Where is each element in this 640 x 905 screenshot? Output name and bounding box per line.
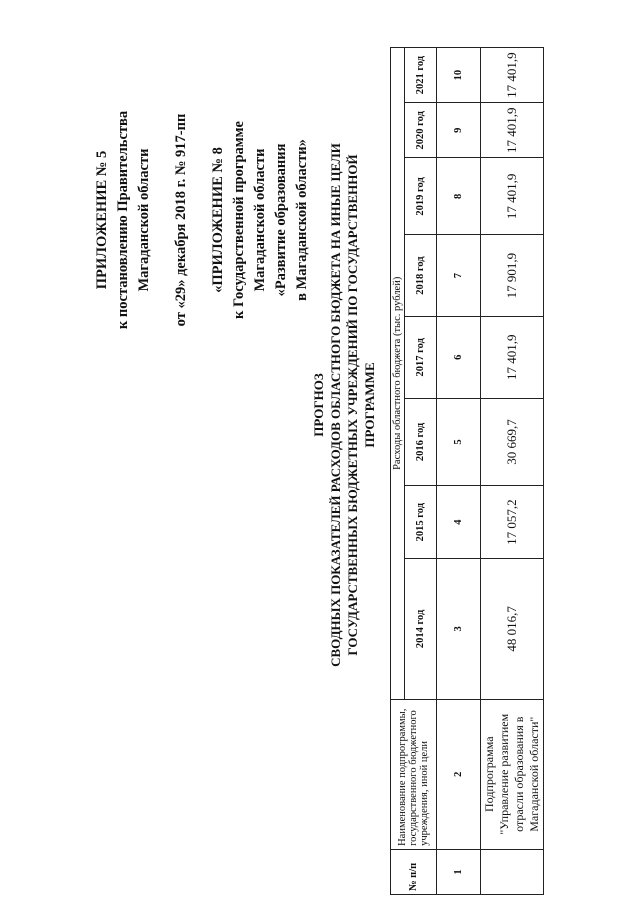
header-year: 2019 год bbox=[405, 158, 437, 235]
header-year: 2014 год bbox=[405, 559, 437, 699]
row-value: 17 401,9 bbox=[481, 158, 544, 235]
header-year: 2015 год bbox=[405, 486, 437, 559]
row-value: 17 401,9 bbox=[481, 316, 544, 398]
header-year: 2017 год bbox=[405, 316, 437, 398]
header-line: в Магаданской области» bbox=[294, 139, 310, 301]
appendix-title: ПРИЛОЖЕНИЕ № 5 bbox=[94, 150, 110, 290]
appendix2-title: «ПРИЛОЖЕНИЕ № 8 bbox=[210, 147, 226, 293]
header-num: № п/п bbox=[391, 849, 437, 894]
column-number: 3 bbox=[437, 559, 481, 699]
header-year: 2016 год bbox=[405, 398, 437, 485]
document-title bbox=[310, 55, 378, 755]
title-line: СВОДНЫХ ПОКАЗАТЕЛЕЙ РАСХОДОВ ОБЛАСТНОГО БЮДЖЕТА НА ИНЫЕ ЦЕЛИ bbox=[328, 143, 343, 667]
row-value: 17 401,9 bbox=[481, 48, 544, 103]
title-line: ГОСУДАРСТВЕННЫХ БЮДЖЕТНЫХ УЧРЕЖДЕНИЙ ПО ГОСУДАРСТВЕННОЙ bbox=[345, 154, 360, 656]
column-number: 1 bbox=[437, 849, 481, 894]
row-name: Подпрограмма "Управление развитием отрасли образования в Магаданской области" bbox=[481, 699, 544, 849]
title-line: ПРОГНОЗ bbox=[311, 373, 326, 437]
row-value: 48 016,7 bbox=[481, 559, 544, 699]
header-name: Наименование подпрограммы, государственного бюджетного учреждения, иной цели bbox=[391, 699, 437, 849]
header-line: Магаданской области bbox=[252, 148, 268, 292]
table-row bbox=[481, 48, 544, 895]
column-number: 4 bbox=[437, 486, 481, 559]
column-number: 2 bbox=[437, 699, 481, 849]
approval-header bbox=[92, 95, 313, 345]
header-expenses: Расходы областного бюджета (тыс. рублей) bbox=[391, 48, 405, 700]
column-number: 10 bbox=[437, 48, 481, 103]
header-year: 2021 год bbox=[405, 48, 437, 103]
decree-date: от «29» декабря 2018 г. № 917-пп bbox=[173, 113, 189, 327]
row-value: 17 057,2 bbox=[481, 486, 544, 559]
column-number: 5 bbox=[437, 398, 481, 485]
column-number: 7 bbox=[437, 235, 481, 316]
header-line: Магаданской области bbox=[136, 148, 152, 292]
header-line: к Государственной программе bbox=[231, 121, 247, 319]
row-value: 17 901,9 bbox=[481, 235, 544, 316]
column-number: 6 bbox=[437, 316, 481, 398]
row-value: 30 669,7 bbox=[481, 398, 544, 485]
row-value: 17 401,9 bbox=[481, 103, 544, 158]
row-num bbox=[481, 849, 544, 894]
header-line: к постановлению Правительства bbox=[115, 110, 131, 330]
column-number: 8 bbox=[437, 158, 481, 235]
header-line: «Развитие образования bbox=[273, 143, 289, 297]
budget-table bbox=[390, 47, 544, 895]
column-number: 9 bbox=[437, 103, 481, 158]
header-year: 2020 год bbox=[405, 103, 437, 158]
header-year: 2018 год bbox=[405, 235, 437, 316]
title-line: ПРОГРАММЕ bbox=[362, 362, 377, 448]
